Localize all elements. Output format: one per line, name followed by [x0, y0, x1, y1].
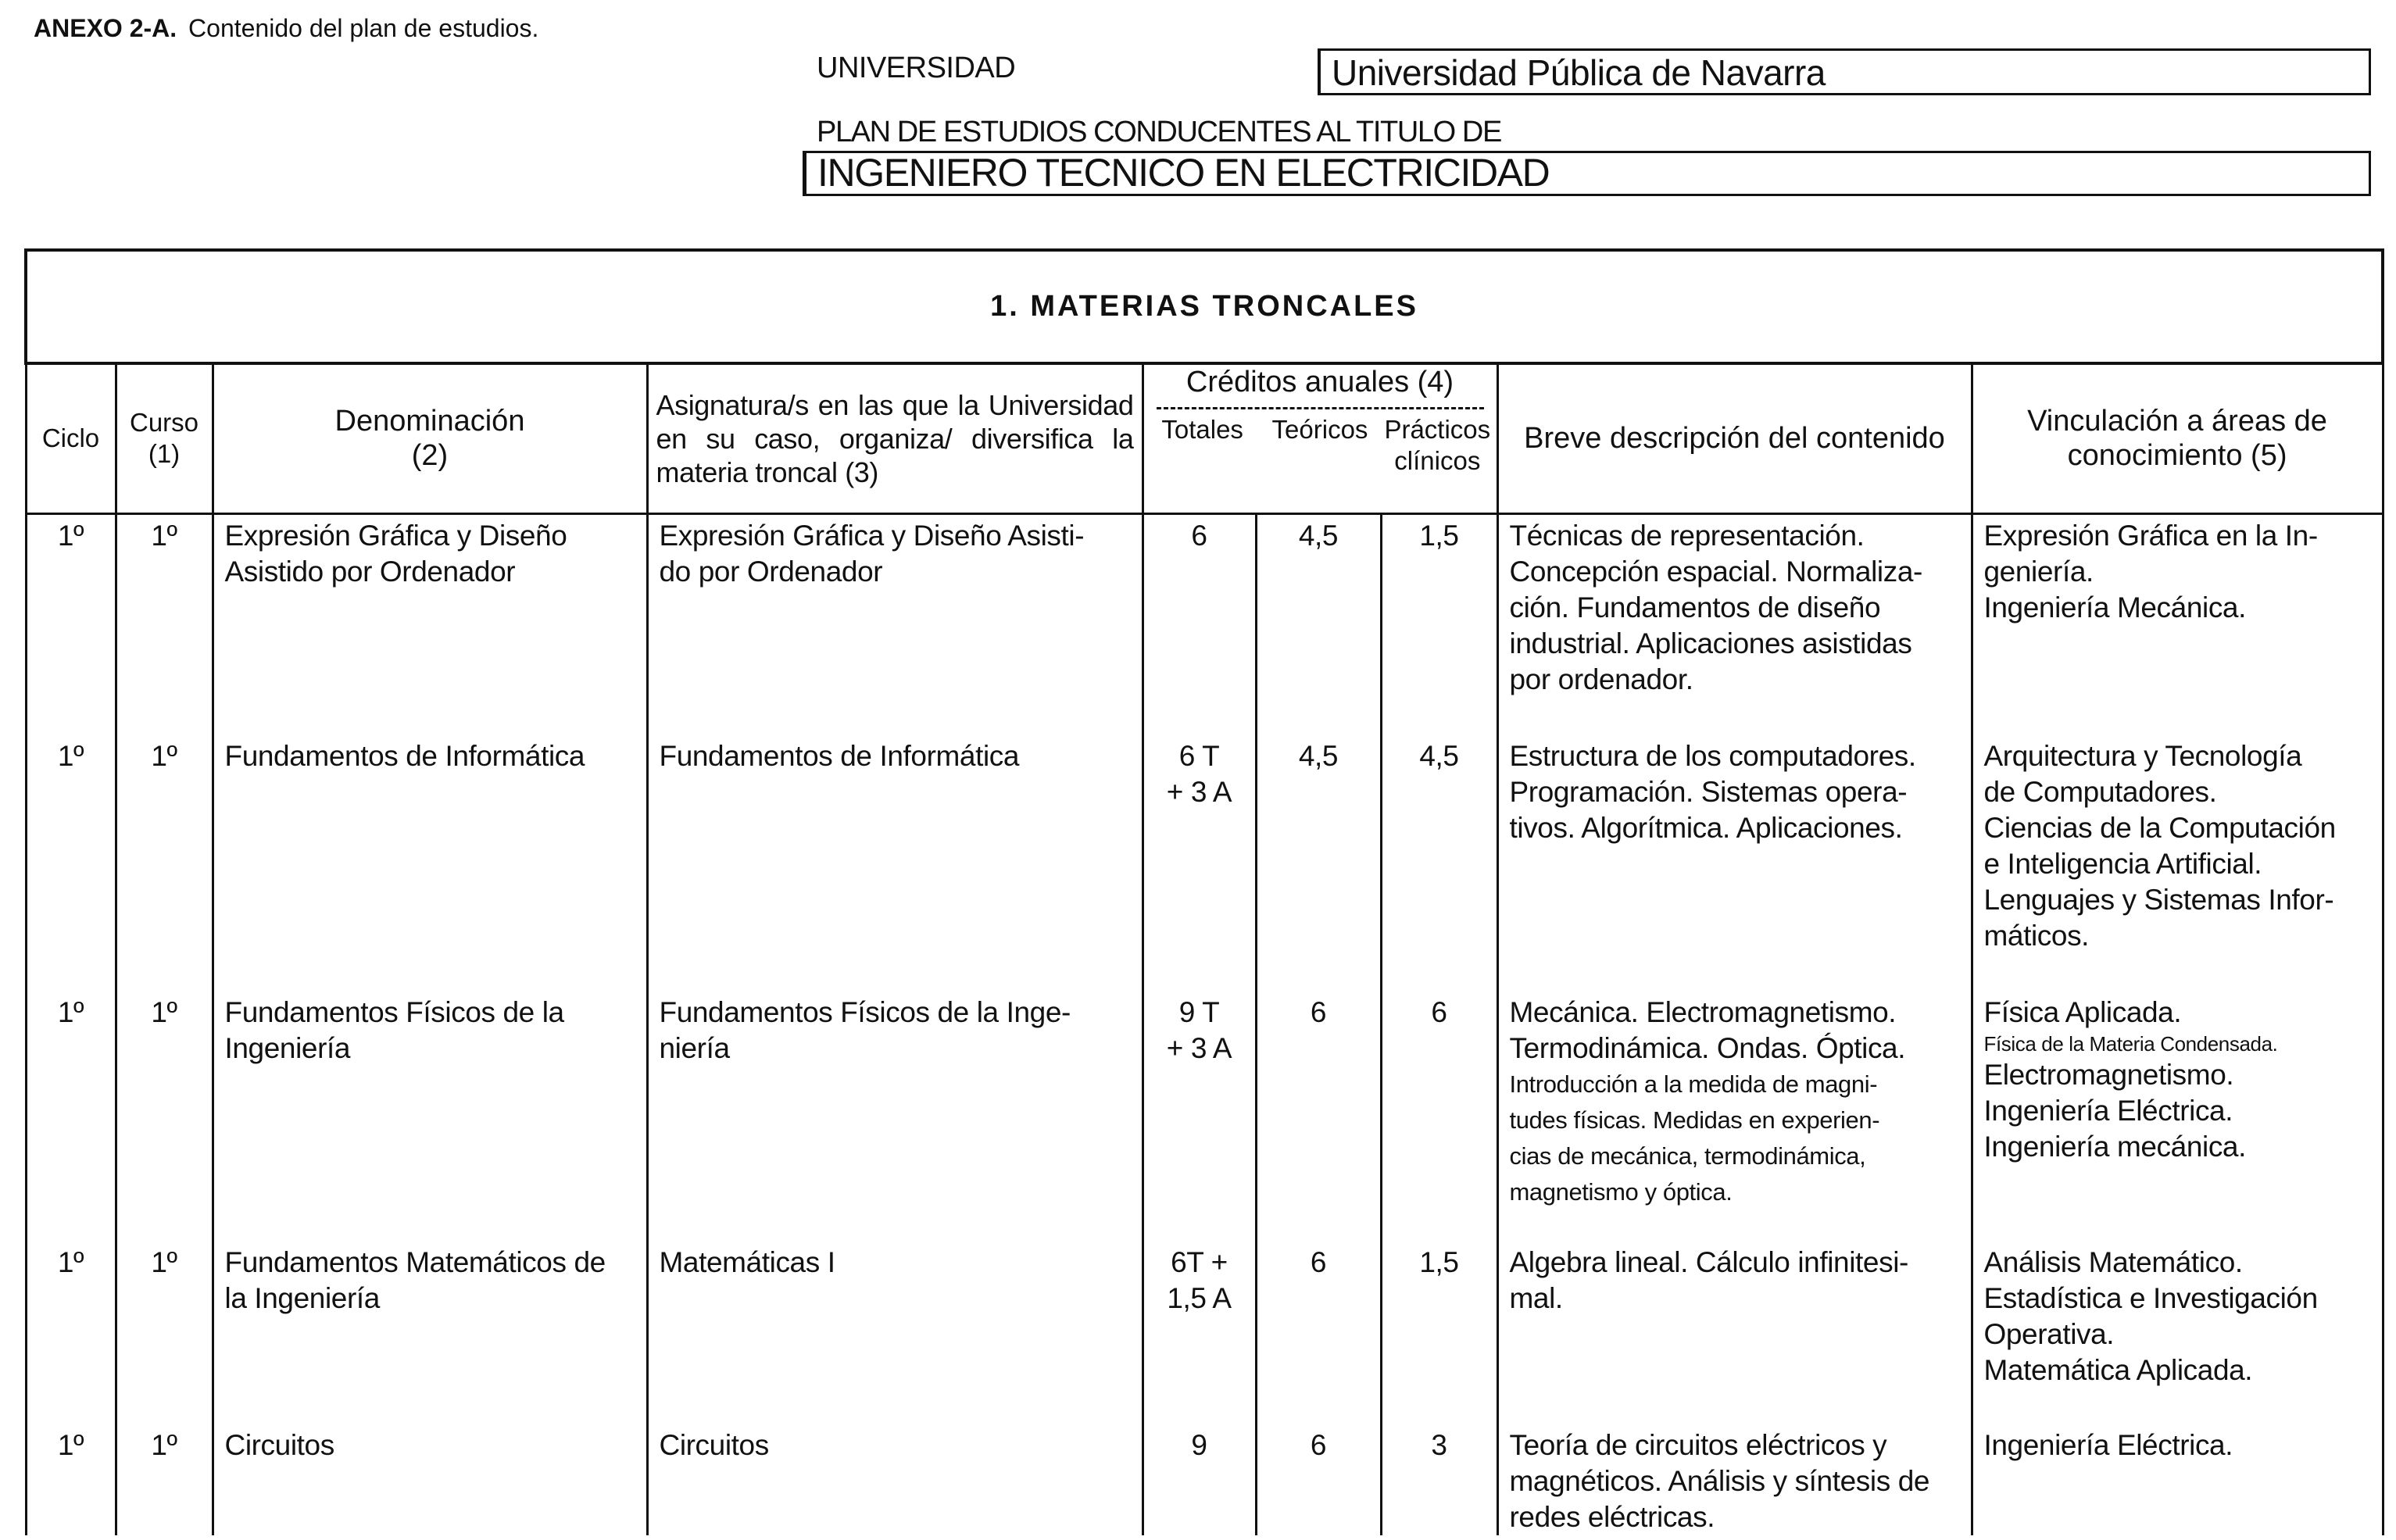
cell-asignatura: Fundamentos de Informática — [647, 735, 1143, 992]
annex-text: Contenido del plan de estudios. — [188, 14, 539, 42]
cell-ciclo: 1º — [26, 1424, 116, 1535]
cell-denominacion: Fundamentos Físicos de la Ingeniería — [213, 992, 647, 1242]
section-title: 1. MATERIAS TRONCALES — [26, 250, 2383, 363]
troncales-table — [24, 248, 2384, 1535]
col-vinculacion-label: Vinculación a áreas de — [2027, 405, 2327, 438]
table-row — [26, 1242, 2383, 1424]
cell-asignatura: Circuitos — [647, 1424, 1143, 1535]
university-label: UNIVERSIDAD — [817, 52, 1016, 84]
cell-totales: 9 T + 3 A — [1143, 992, 1256, 1242]
cell-denominacion: Fundamentos de Informática — [213, 735, 647, 992]
university-name-field: Universidad Pública de Navarra — [1318, 48, 2371, 95]
table-row — [26, 513, 2383, 735]
cell-vinculacion: Análisis Matemático. Estadística e Investigación Operativa. Matemática Aplicada. — [1972, 1242, 2383, 1424]
col-teoricos: Teóricos — [1271, 415, 1368, 444]
cell-ciclo: 1º — [26, 513, 116, 735]
cell-practicos: 3 — [1381, 1424, 1497, 1535]
table-row — [26, 992, 2383, 1242]
cell-curso: 1º — [116, 513, 213, 735]
cell-curso: 1º — [116, 992, 213, 1242]
cell-totales: 6 — [1143, 513, 1256, 735]
col-curso-label: Curso — [129, 408, 199, 438]
col-denominacion — [213, 363, 647, 513]
annex-number: ANEXO 2-A. — [34, 14, 177, 42]
cell-totales: 6 T + 3 A — [1143, 735, 1256, 992]
cell-descripcion — [1497, 992, 1972, 1242]
col-creditos — [1143, 363, 1497, 513]
col-ciclo: Ciclo — [26, 363, 116, 513]
cell-curso: 1º — [116, 1242, 213, 1424]
cell-descripcion: Técnicas de representación. Concepción espacial. Normaliza- ción. Fundamentos de diseño industrial. Aplicaciones asistidas por ordenador. — [1497, 513, 1972, 735]
area-main: Física Aplicada. — [1983, 996, 2182, 1028]
col-curso-note: (1) — [148, 439, 181, 469]
table-header — [26, 363, 2383, 513]
cell-denominacion: Expresión Gráfica y Diseño Asistido por Ordenador — [213, 513, 647, 735]
col-curso — [116, 363, 213, 513]
cell-vinculacion — [1972, 992, 2383, 1242]
cell-denominacion: Circuitos — [213, 1424, 647, 1535]
cell-asignatura: Fundamentos Físicos de la Inge- niería — [647, 992, 1143, 1242]
degree-title-field: INGENIERO TECNICO EN ELECTRICIDAD — [803, 151, 2371, 196]
col-practicos-label: Prácticos — [1384, 415, 1491, 444]
col-vinculacion-note: conocimiento (5) — [2067, 439, 2287, 473]
cell-asignatura: Expresión Gráfica y Diseño Asisti- do por Ordenador — [647, 513, 1143, 735]
cell-ciclo: 1º — [26, 1242, 116, 1424]
cell-descripcion: Estructura de los computadores. Programación. Sistemas opera- tivos. Algorítmica. Aplicaciones. — [1497, 735, 1972, 992]
cell-descripcion: Teoría de circuitos eléctricos y magnéticos. Análisis y síntesis de redes eléctricas. — [1497, 1424, 1972, 1535]
annex-heading — [34, 14, 538, 43]
col-totales: Totales — [1161, 415, 1243, 444]
cell-curso: 1º — [116, 1424, 213, 1535]
col-denominacion-label: Denominación — [334, 405, 525, 438]
cell-practicos: 6 — [1381, 992, 1497, 1242]
table-row — [26, 1424, 2383, 1535]
col-creditos-label: Créditos anuales (4) — [1185, 366, 1454, 398]
col-practicos-note: clínicos — [1394, 446, 1481, 475]
col-asignatura: Asignatura/s en las que la Universidad en su caso, organiza/ diversifica la materia troncal (3) — [647, 363, 1143, 513]
creditos-divider — [1157, 407, 1484, 409]
cell-teoricos: 6 — [1256, 1242, 1381, 1424]
cell-vinculacion: Arquitectura y Tecnología de Computadores. Ciencias de la Computación e Inteligencia Artificial. Lenguajes y Sistemas Infor- máticos. — [1972, 735, 2383, 992]
cell-ciclo: 1º — [26, 735, 116, 992]
col-practicos — [1379, 414, 1496, 477]
cell-teoricos: 4,5 — [1256, 735, 1381, 992]
col-descripcion: Breve descripción del contenido — [1497, 363, 1972, 513]
plan-label: PLAN DE ESTUDIOS CONDUCENTES AL TITULO DE — [817, 116, 1501, 148]
cell-denominacion: Fundamentos Matemáticos de la Ingeniería — [213, 1242, 647, 1424]
cell-teoricos: 6 — [1256, 992, 1381, 1242]
cell-vinculacion: Ingeniería Eléctrica. — [1972, 1424, 2383, 1535]
table-row — [26, 735, 2383, 992]
cell-curso: 1º — [116, 735, 213, 992]
col-denominacion-note: (2) — [411, 439, 449, 473]
cell-totales: 9 — [1143, 1424, 1256, 1535]
cell-ciclo: 1º — [26, 992, 116, 1242]
cell-asignatura: Matemáticas I — [647, 1242, 1143, 1424]
cell-totales: 6T + 1,5 A — [1143, 1242, 1256, 1424]
cell-descripcion: Algebra lineal. Cálculo infinitesi- mal. — [1497, 1242, 1972, 1424]
cell-teoricos: 6 — [1256, 1424, 1381, 1535]
description-main: Mecánica. Electromagnetismo. Termodinámica. Ondas. Óptica. — [1509, 996, 1906, 1064]
area-rest: Electromagnetismo. Ingeniería Eléctrica. Ingeniería mecánica. — [1983, 1059, 2246, 1163]
cell-practicos: 1,5 — [1381, 513, 1497, 735]
description-detail: Introducción a la medida de magni- tudes físicas. Medidas en experien- cias de mecánica, termodinámica, magnetismo y óptica. — [1509, 1070, 1880, 1206]
cell-practicos: 1,5 — [1381, 1242, 1497, 1424]
area-small: Física de la Materia Condensada. — [1983, 1032, 2278, 1056]
cell-teoricos: 4,5 — [1256, 513, 1381, 735]
cell-practicos: 4,5 — [1381, 735, 1497, 992]
cell-vinculacion: Expresión Gráfica en la In- geniería. Ingeniería Mecánica. — [1972, 513, 2383, 735]
col-vinculacion — [1972, 363, 2383, 513]
